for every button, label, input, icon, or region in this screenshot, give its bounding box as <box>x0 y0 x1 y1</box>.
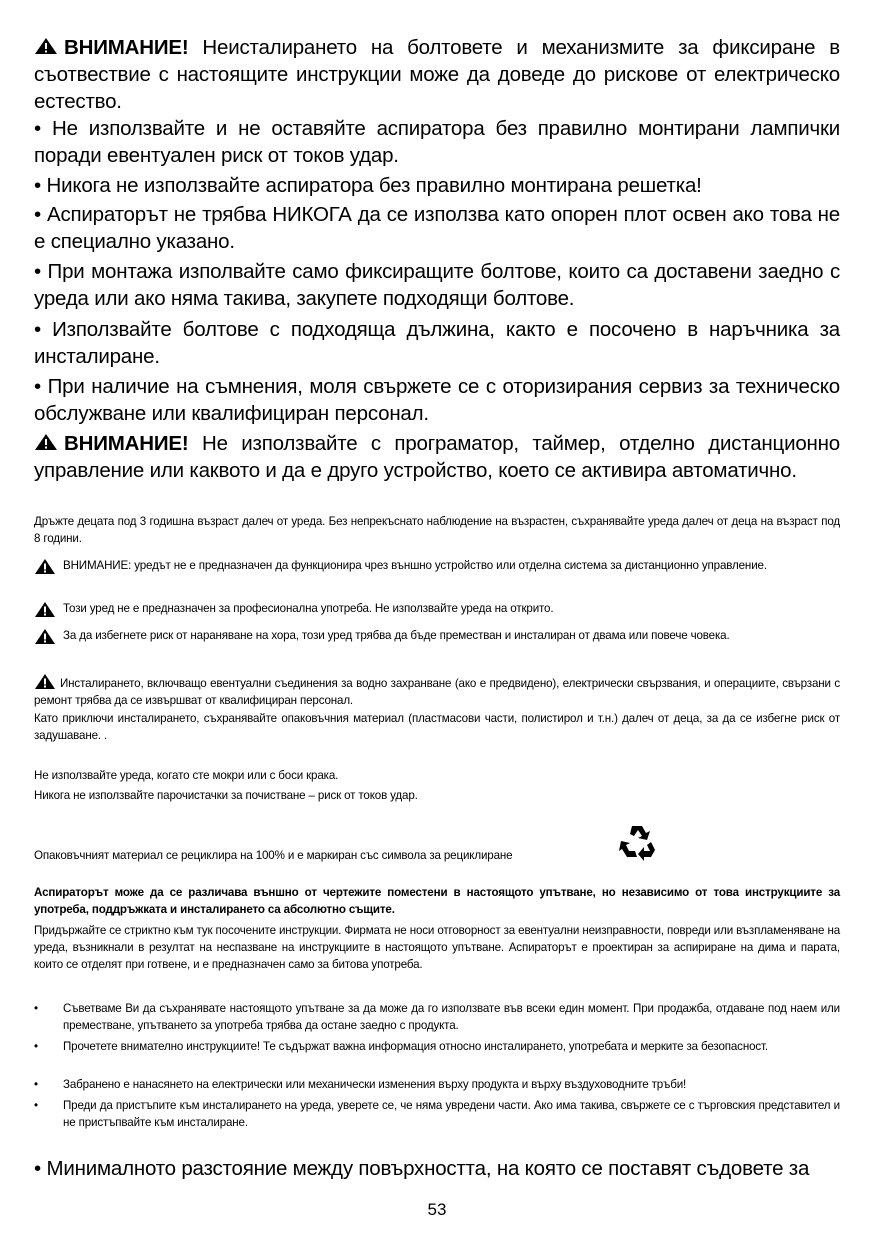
bullet-text: Забранено е нанасянето на електрически или механически изменения върху продукта и върху въздуховодните тръби! <box>63 1078 687 1091</box>
warning-triangle-icon <box>34 558 56 575</box>
small-warning-remote <box>34 557 840 574</box>
warning-triangle-icon <box>34 628 56 645</box>
small-bullet-keep-manual <box>34 1000 840 1034</box>
installation-notice <box>34 673 840 709</box>
bullet-dot: • <box>34 1002 38 1015</box>
recycle-icon <box>619 823 657 861</box>
bullet-screw-length: • Използвайте болтове с подходяща дължина, както е посочено в наръчника за инсталиране. <box>34 318 840 368</box>
small-bullet-read-instructions <box>34 1038 840 1055</box>
bullet-dot: • <box>34 1040 38 1053</box>
children-notice: Дръжте децата под 3 годишна възраст далеч от уреда. Без непрекъснато наблюдение на възрастен, съхранявайте уреда далеч от деца на възраст под 8 години. <box>34 515 840 545</box>
bullet-support-surface: • Аспираторът не трябва НИКОГА да се използва като опорен плот освен ако това не е специално указано. <box>34 203 840 253</box>
bullet-dot: • <box>34 1078 38 1091</box>
minimum-distance-line: • Минималното разстояние между повърхността, на която се поставят съдовете за <box>34 1157 810 1180</box>
bullet-lamps: • Не използвайте и не оставяйте аспиратора без правилно монтирани лампички поради евентуален риск от токов удар. <box>34 117 840 167</box>
small-warning-text: ВНИМАНИЕ: уредът не е предназначен да функционира чрез външно устройство или отделна система за дистанционно управление. <box>63 559 767 572</box>
warning-installation <box>34 34 840 115</box>
small-warning-text: Този уред не е предназначен за професионална употреба. Не използвайте уреда на открито. <box>63 602 554 615</box>
small-warning-professional <box>34 600 840 617</box>
recycling-text: Опаковъчният материал се рециклира на 100% и е маркиран със символа за рециклиране <box>34 849 513 862</box>
small-bullet-no-modifications <box>34 1076 840 1093</box>
small-warning-text: За да избегнете риск от нараняване на хора, този уред трябва да бъде преместван и инсталиран от двама или повече човека. <box>63 629 730 642</box>
warning-programmer <box>34 430 840 484</box>
warning-triangle-icon <box>34 37 58 55</box>
warning-text: Неисталирането на болтовете и механизмите за фиксиране в съотвествие с настоящите инструкции може да доведе до рискове от електрическо естество. <box>34 36 840 113</box>
instructions-paragraph: Придържайте се стриктно към тук посочените инструкции. Фирмата не носи отговорност за евентуални неизправности, повреди или възпламеняване на уреда, възникнали в резултат на неспазване на инструкциите в настоящото упътване. Аспираторът е проектиран за аспириране на дима и парата, които се отделят при готвене, и е предназначен само за битова употреба. <box>34 924 840 971</box>
recycling-notice <box>34 847 840 864</box>
installation-text: Инсталирането, включващо евентуални съединения за водно захранване (ако е предвидено), електрически свързвания, и операциите, свързани с ремонт трябва да се извършват от квалифициран персонал. <box>34 677 840 707</box>
page-number: 53 <box>427 1200 447 1219</box>
warning-triangle-icon <box>34 433 58 451</box>
bullet-text: Съветваме Ви да съхранявате настоящото упътване за да може да го използвате във всеки един момент. При продажба, отдаване под наем или преместване, упътването за употреба трябва да остане заедно с продукта. <box>63 1002 840 1032</box>
bullet-text: Преди да пристъпите към инсталирането на уреда, уверете се, че няма увредени части. Ако има такива, свържете се с търговския представител и не пристъпвайте към инсталиране. <box>63 1099 840 1129</box>
bullet-dot: • <box>34 1099 38 1112</box>
bullet-grille: • Никога не използвайте аспиратора без правилно монтирана решетка! <box>34 174 702 197</box>
bullet-text: Прочетете внимателно инструкциите! Те съдържат важна информация относно инсталирането, употребата и мерките за безопасност. <box>63 1040 768 1053</box>
packaging-notice: Като приключи инсталирането, съхранявайте опаковъчния материал (пластмасови части, полистирол и т.н.) далеч от деца, за да се избегне риск от задушаване. . <box>34 712 840 742</box>
small-bullet-check-damage <box>34 1097 840 1131</box>
wet-hands-notice: Не използвайте уреда, когато сте мокри или с боси крака. <box>34 769 339 782</box>
small-warning-two-people <box>34 627 840 644</box>
bullet-screws: • При монтажа изполвайте само фиксиращите болтове, които са доставени заедно с уреда или ако няма такива, закупете подходящи болтове. <box>34 260 840 310</box>
warning-label: ВНИМАНИЕ! <box>64 36 189 59</box>
design-difference-notice: Аспираторът може да се различава външно от чертежите поместени в настоящото упътване, но независимо от това инструкциите за употреба, поддръжката и инсталирането са абсолютно същите. <box>34 886 840 916</box>
warning-text: Не използвайте с програматор, таймер, отделно дистанционно управление или каквото и да е друго устройство, което се активира автоматично. <box>34 432 840 482</box>
bullet-service: • При наличие на съмнения, моля свържете се с оторизирания сервиз за техническо обслужване или квалифициран персонал. <box>34 375 840 425</box>
warning-triangle-icon <box>34 601 56 618</box>
warning-label: ВНИМАНИЕ! <box>64 432 189 455</box>
warning-triangle-icon <box>34 673 56 690</box>
steam-cleaner-notice: Никога не използвайте парочистачки за почистване – риск от токов удар. <box>34 789 418 802</box>
